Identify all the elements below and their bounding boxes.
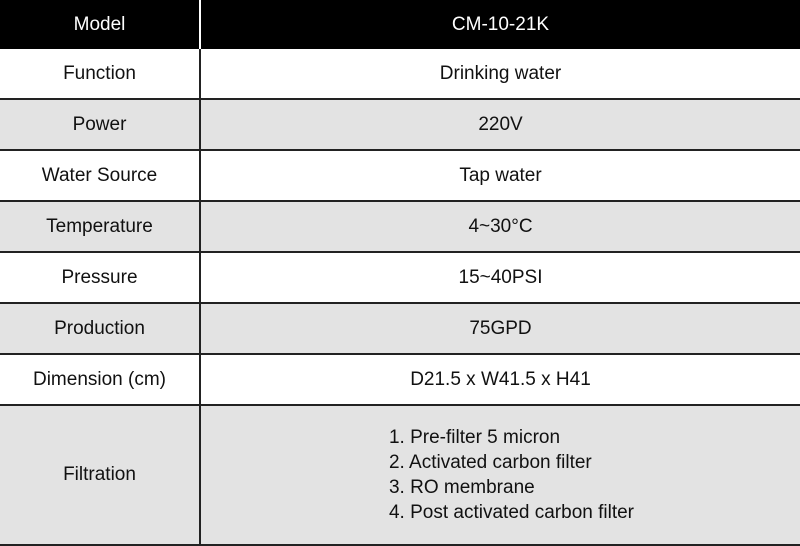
spec-label: Power	[0, 99, 200, 150]
spec-row-function	[0, 49, 800, 99]
spec-label: Pressure	[0, 252, 200, 303]
spec-row-production	[0, 303, 800, 354]
spec-label: Filtration	[0, 405, 200, 545]
spec-row-power	[0, 99, 800, 150]
spec-value: Tap water	[200, 150, 800, 201]
spec-value: 15~40PSI	[200, 252, 800, 303]
header-row	[0, 0, 800, 49]
spec-value: 220V	[200, 99, 800, 150]
spec-row-temperature	[0, 201, 800, 252]
spec-label: Water Source	[0, 150, 200, 201]
spec-row-water-source	[0, 150, 800, 201]
filtration-item: 1. Pre-filter 5 micron	[388, 427, 561, 448]
filtration-item: 2. Activated carbon filter	[388, 452, 592, 473]
spec-label: Temperature	[0, 201, 200, 252]
filtration-list-cell	[200, 405, 800, 545]
spec-label: Function	[0, 49, 200, 99]
spec-row-filtration	[0, 405, 800, 545]
spec-row-dimension	[0, 354, 800, 405]
header-label: Model	[0, 0, 200, 49]
spec-label: Production	[0, 303, 200, 354]
spec-value: D21.5 x W41.5 x H41	[200, 354, 800, 405]
filtration-item: 3. RO membrane	[388, 477, 535, 498]
spec-row-pressure	[0, 252, 800, 303]
filtration-list	[367, 425, 634, 525]
spec-value: 4~30°C	[200, 201, 800, 252]
spec-label: Dimension (cm)	[0, 354, 200, 405]
spec-value: 75GPD	[200, 303, 800, 354]
spec-value: Drinking water	[200, 49, 800, 99]
header-value: CM-10-21K	[200, 0, 800, 49]
filtration-item: 4. Post activated carbon filter	[388, 502, 634, 523]
